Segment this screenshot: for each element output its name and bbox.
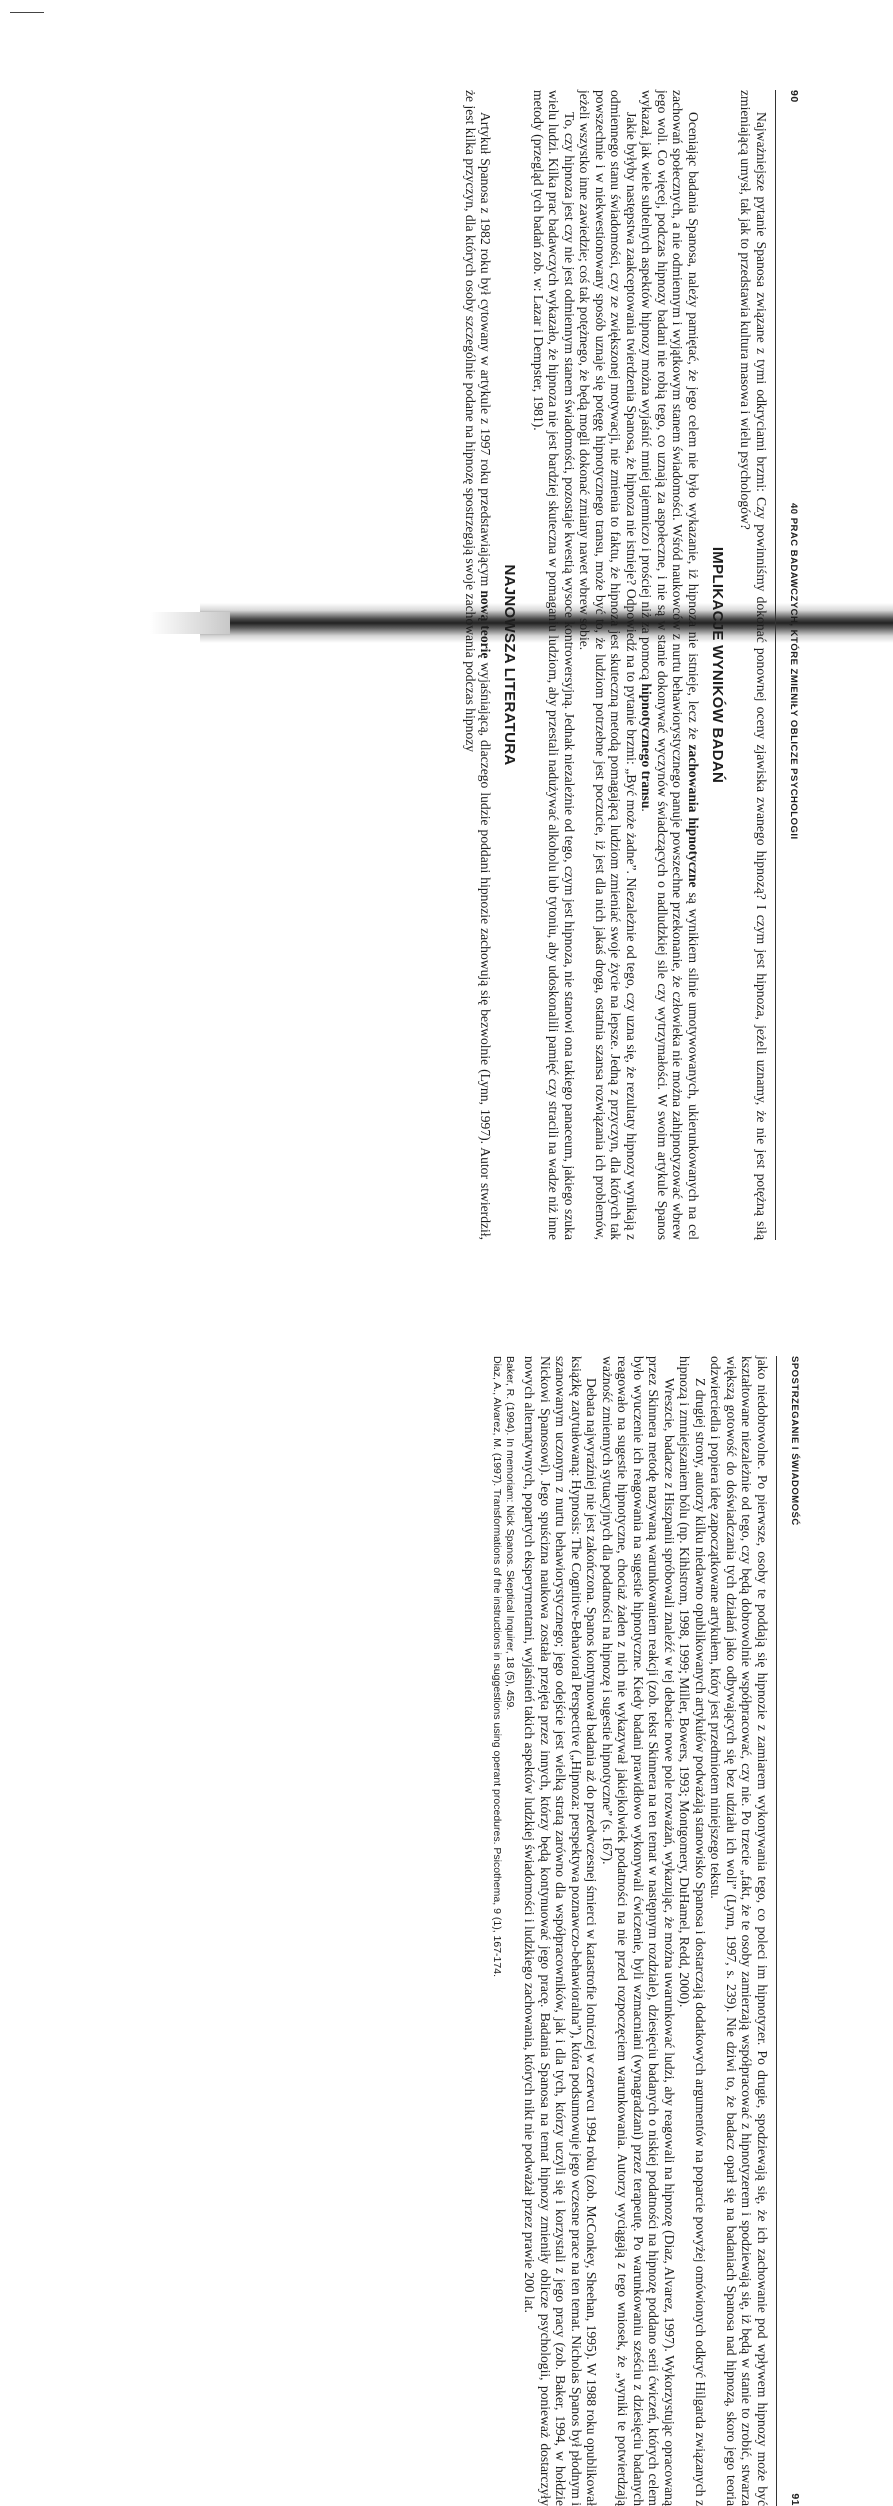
running-head: 40 PRAC BADAWCZYCH, KTÓRE ZMIENIŁY OBLICZE PSYCHOLOGII (788, 503, 799, 840)
bold-text: nową teorię (478, 590, 494, 659)
page-header (775, 90, 800, 1240)
page-number: 90 (788, 90, 800, 103)
page-91 (141, 1356, 801, 2506)
text-run: wyjaśniającą, dlaczego ludzie poddani hipnozie zachowują się bezwolnie (Lynn, 1997). Autor stwierdził, że jest kilka przyczyn, dla których osoby szczególnie podane na hipnozę spostrzegają swoje zachowania podczas hipnozy (463, 90, 494, 1240)
references (490, 1356, 516, 2506)
reference-item: Diaz, A., Alvarez, M. (1997). Transformations of the instructions in suggestions using operant procedures. Psicothema, 9 (1), 167-174. (491, 1356, 503, 1977)
paragraph: Jakie byłyby następstwa zaakceptowania twierdzenia Spanosa, że hipnoza nie istnieje? Odpowiedź na to pytanie brzmi: „Być może żadne”. Niezależnie od tego, czy uzna się, że rezultaty hipnozy wynikają z odmiennego stanu świadomości, czy ze zwiększonej motywacji, nie zmienia to faktu, że hipnoza jest skuteczną metodą pomagającą ludziom zmieniać swoje życie na lepsze. Jedną z przyczyn, dla których tak powszechnie i w niekwestionowany sposób uznaje się potęgę hipnotycznego transu, może być to, że ludziom potrzebne jest poczucie, iż jest dla nich jakaś droga, ostatnia szansa rozwiązania ich problemów, jeżeli wszystko inne zawiedzie; coś tak potężnego, że będą mogli dokonać zmiany nawet wbrew sobie. (577, 90, 639, 1240)
page-header (776, 1356, 801, 2506)
page-90 (140, 90, 800, 1240)
section-heading: IMPLIKACJE WYNIKÓW BADAŃ (709, 546, 726, 784)
text-run: Oceniając badania Spanosa, należy pamiętać, że jego celem nie było wykazanie, iż hipnoza nie istnieje, lecz że (686, 112, 701, 745)
paragraph (639, 90, 701, 1240)
paragraph (463, 90, 494, 1240)
text-run: Artykuł Spanosa z 1982 roku był cytowany w artykule z 1997 roku przedstawiającym (478, 112, 494, 591)
section-heading: NAJNOWSZA LITERATURA (501, 564, 519, 766)
paragraph: To, czy hipnoza jest czy nie jest odmiennym stanem świadomości, pozostaje kwestią wysoce kontrowersyjną. Jednak niezależnie od tego, czym jest hipnoza, nie stanowi ona takiego panaceum, jakiego szuka wielu ludzi. Kilka prac badawczych wykazało, że hipnoza nie jest bardziej skuteczna w pomaganiu ludziom, aby przestali nadużywać alkoholu lub tytoniu, aby udoskonalili pamięć czy stracili na wadze niż inne metody (przegląd tych badań zob. w: Lazar i Dempster, 1981). (531, 90, 577, 1240)
text-run: są wynikiem silnie umotywowanych, ukierunkowanych na cel zachowań społecznych, a nie odmiennym i wyjątkowym stanem świadomości. Wśród naukowców z nurtu behawiorystycznego panuje powszechne przekonanie, że człowieka nie można zahipnotyzować wbrew jego woli. Co więcej, podczas hipnozy badani nie robią tego, co uznają za aspołeczne, i nie są w stanie dokonywać wyczynów świadczących o nadludzkiej sile czy wytrzymałości. W swoim artykule Spanos wykazał, jak wiele subtelnych aspektów hipnozy można wyjaśnić mniej tajemniczo i prościej niż za pomocą (639, 90, 701, 1241)
paragraph: Debata najwyraźniej nie jest zakończona. Spanos kontynuował badania aż do przedwczesnej śmierci w katastrofie lotniczej w czerwcu 1994 roku (zob. McConkey, Sheehan, 1995). W 1988 roku opublikował książkę zatytułowaną: Hypnosis: The Cognitive-Behavioral Perspective („Hipnoza: perspektywa poznawczo-behawioralna”), która podsumowuje jego wczesne prace na ten temat. Nicholas Spanos był płodnym i szanowanym uczonym z nurtu behawiorystycznego; jego odejście jest wielką stratą zarówno dla współpracowników, jak i dla tych, którzy uczyli się i korzystali z jego pracy (zob. Baker, 1994, w hołdzie Nickowi Spanosowi). Jego spuścizna naukowa została przejęta przez innych, którzy będą kontynuować jego pracę. Badania Spanosa na temat hipnozy zmieniły oblicze psychologii, ponieważ dostarczyły nowych alternatywnych, popartych eksperymentami, wyjaśnień takich aspektów ludzkiej świadomości i ludzkiego zachowania, których nikt nie podważał przez prawie 200 lat. (522, 1356, 600, 2506)
paragraph: Najważniejsze pytanie Spanosa związane z tymi odkryciami brzmi: Czy powinniśmy dokonać ponownej oceny zjawiska zwanego hipnozą? I czym jest hipnoza, jeżeli uznamy, że nie jest potężną siłą zmieniającą umysł, tak jak to przedstawia kultura masowa i wielu psychologów? (738, 90, 769, 1240)
bold-text: hipnotycznego transu (639, 683, 655, 809)
bold-text: zachowania hipnotyczne (686, 744, 701, 888)
paragraph: jako niedobrowolne. Po pierwsze, osoby te poddają się hipnozie z zamiarem wykonywania tego, co poleci im hipnotyzer. Po drugie, spodziewają się, że ich zachowanie pod wpływem hipnozy może być kształtowane niezależnie od tego, czy będą dobrowolnie współpracować, czy nie. Po trzecie „fakt, że te osoby zamierzają współpracować z hipnotyzerem i spodziewają się, iż będą w stanie to zrobić, stwarza większą gotowość do doświadczania tych działań jako odbywających się bez udziału ich woli” (Lynn, 1997, s. 239). Nie dziwi to, że badacz oparł się na badaniach Spanosa nad hipnozą, skoro jego teoria odzwierciedla i popiera ideę zapoczątkowane artykułem, który jest przedmiotem niniejszego tekstu. (708, 1356, 770, 2506)
running-head: SPOSTRZEGANIE I ŚWIADOMOŚĆ (789, 1356, 800, 1526)
scan-mark (10, 12, 44, 13)
paragraph: Wreszcie, badacze z Hiszpanii spróbowali znaleźć w tej debacie nowe pole rozważań, wykazując, że można uwarunkować ludzi, aby reagowali na hipnozę (Diaz, Alvarez, 1997). Wykorzystując opracowaną przez Skinnera metodę nazywaną warunkowaniem reakcji (zob. tekst Skinnera na ten temat w następnym rozdziale), dziesięciu badanych o niskiej podatności na hipnozę poddano serii ćwiczeń, których celem było wyuczenie ich reagowania na sugestie hipnotyczne. Kiedy badani prawidłowo wykonywali ćwiczenie, byli wzmacniani (wynagradzani) przez terapeutę. Po warunkowaniu sześciu z dziesięciu badanych reagowało na sugestie hipnotyczne, chociaż żaden z nich nie wykazywał jakiejkolwiek podatności na nie przed rozpoczęciem warunkowania. Autorzy wyciągają z tego wniosek, że „wyniki te potwierdzają ważność zmiennych sytuacyjnych dla podatności na hipnozę i sugestie hipnotyczne” (s. 167). (600, 1356, 677, 2506)
text-run: . (639, 808, 655, 812)
reference-item: Baker, R. (1994). In memoriam: Nick Spanos. Skeptical Inquirer, 18 (5), 459. (504, 1356, 516, 1711)
paragraph: Z drugiej strony, autorzy kilku niedawno opublikowanych artykułów podważają stanowisko Spanosa i dostarczają dodatkowych argumentów na poparcie powyżej omówionych odkryć Hilgarda związanych z hipnozą i zmniejszaniem bólu (np. Kihlstrom, 1998, 1999; Miller, Bowers, 1993; Montgomery, DuHamel, Redd, 2000). (677, 1356, 708, 2506)
page-number: 91 (789, 2493, 801, 2506)
